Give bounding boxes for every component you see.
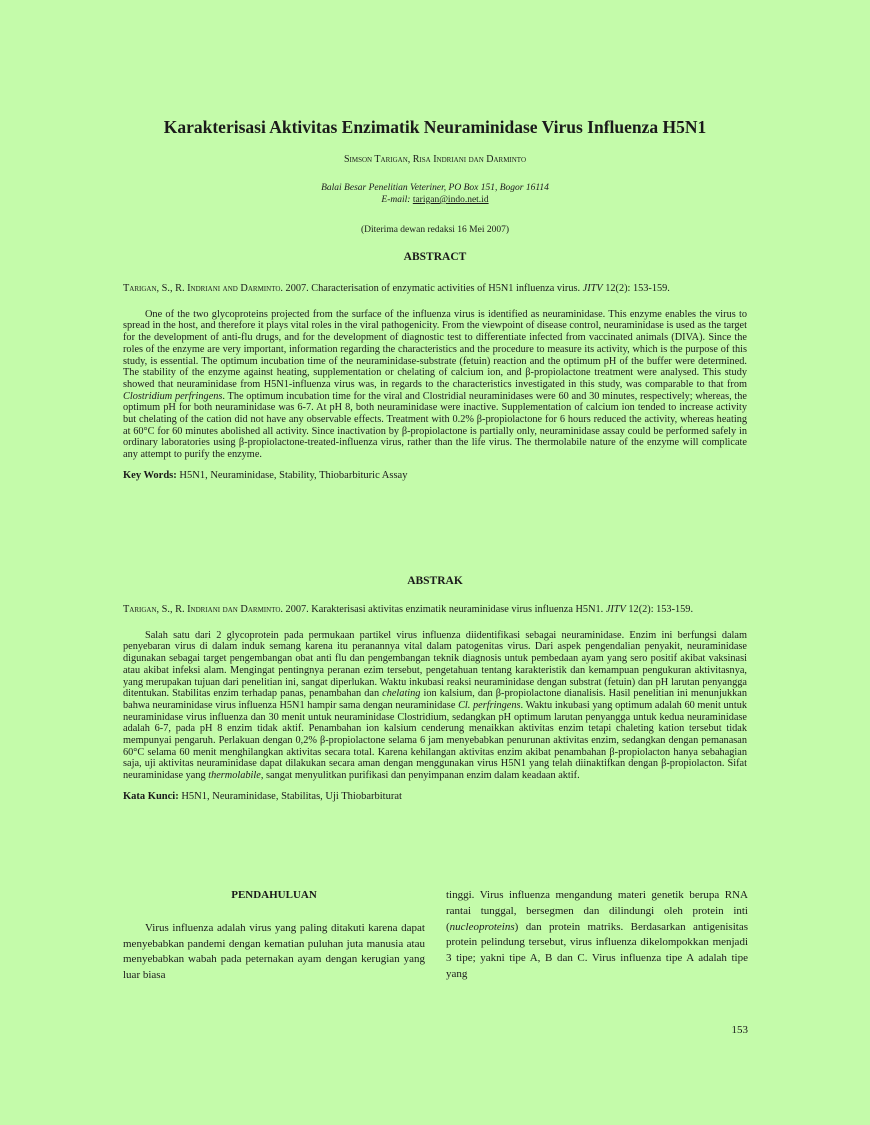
abstract-section xyxy=(123,283,747,482)
intro-paragraph: Virus influenza adalah virus yang paling ditakuti karena dapat menyebabkan pandemi dengan kematian puluhan juta manusia atau menyebabkan wabah pada peternakan ayam dengan kerugian yang luar biasa xyxy=(123,921,425,982)
kata-kunci-values: H5N1, Neuraminidase, Stabilitas, Uji Thiobarbiturat xyxy=(178,790,402,802)
citation-journal: JITV xyxy=(582,283,603,294)
intro-text: tinggi. Virus influenza mengandung materi genetik berupa RNA rantai tunggal, bersegmen dan dilindungi oleh protein inti ( xyxy=(446,889,748,933)
keywords-values: H5N1, Neuraminidase, Stability, Thiobarbituric Assay xyxy=(176,469,408,481)
abstrak-body xyxy=(123,630,747,782)
intro-italic: nucleoproteins xyxy=(449,920,515,933)
abstract-text: One of the two glycoproteins projected from the surface of the influenza virus is identified as neuraminidase. This enzyme enables the virus to spread in the host, and therefore it plays vital roles in the viral pathogenicity. From the viewpoint of disease control, neuraminidase is used as the target for the development of anti-flu drugs, and for the development of diagnostic test to differentiate infected from vaccinated animals (DIVA). Since the roles of the enzyme are very important, information regarding the characteristics and the procedure to measure its activity, which is the purpose of this study, is essential. The optimum incubation time of the neuraminidase-substrate (fetuin) reaction and the optimum pH of the buffer were determined. The stability of the enzyme against heating, supplementation or chelating of calcium ion, and β-propiolactone treatment were analysed. This study showed that neuraminidase from H5N1-influenza virus was, in regards to the characteristics investigated in this study, was comparable to that from xyxy=(123,308,747,390)
citation-authors: Tarigan, S., R. Indriani and Darminto. xyxy=(123,283,283,294)
intro-text: ) dan protein matriks. Berdasarkan antigenisitas protein pelindung tersebut, virus influenza dikelompokkan menjadi 3 tipe; yakni tipe A, B dan C. Virus influenza tipe A adalah tipe yang xyxy=(446,920,748,980)
abstract-heading: ABSTRACT xyxy=(403,251,467,263)
abstrak-species: Cl. perfringens xyxy=(458,699,521,711)
kata-kunci-label: Kata Kunci: xyxy=(123,790,179,802)
email-line xyxy=(0,194,870,206)
citation-text: 2007. Characterisation of enzymatic activities of H5N1 influenza virus. xyxy=(282,283,583,294)
abstract-text: . The optimum incubation time for the viral and Clostridial neuraminidases were 60 and 30 minutes, respectively; whereas, the optimum pH for both neuraminidase was 6-7. At pH 8, both neuraminidase were inactive. Supplementation of calcium ion tended to increase activity but chelating of the cation did not have any observable effects. Treatment with 0.2% β-propiolactone for 6 hours reduced the activity, whereas heating at 60°C for 60 minutes abolished all activity. Since inactivation by β-propiolactone is partially only, neuraminidase assay could be performed safely in ordinary laboratories using β-propiolactone-treated-influenza virus, rather than the life virus. The thermolabile nature of the enzyme will complicate any attempt to purify the enzyme. xyxy=(123,390,747,461)
abstrak-text: . Waktu inkubasi yang optimum adalah 60 menit untuk neuraminidase virus influenza dan 30 menit untuk neuraminidase Clostridium, sedangkan pH optimum larutan penyangga untuk kedua neuraminidase adalah 6-7, pada pH 8 enzim tidak aktif. Penambahan ion kalsium cenderung menaikkan aktivitas enzim tetapi chaleting kation tersebut tidak mempunyai pengaruh. Perlakuan dengan 0,2% β-propiolactone selama 6 jam menyebabkan penurunan aktivitas enzim, sedangkan dengan pemanasan 60°C selama 60 menit menghilangkan aktivitas secara total. Karena kehilangan aktivitas enzim akibat penambahan β-propiolacton hanya sebahagian saja, uji aktivitas neuraminidase dapat dilakukan secara aman dengan menggunakan virus H5N1 yang telah diinaktifkan dengan β-propiolacton. Sifat neuraminidase yang xyxy=(123,699,747,782)
citation-volume: 12(2): 153-159. xyxy=(625,604,694,615)
citation-text: 2007. Karakterisasi aktivitas enzimatik neuraminidase virus influenza H5N1. xyxy=(282,604,606,615)
affiliation-address: Balai Besar Penelitian Veteriner, PO Box 151, Bogor 16114 xyxy=(321,183,549,193)
abstrak-heading: ABSTRAK xyxy=(407,575,463,587)
abstrak-text: Salah satu dari 2 glycoprotein pada permukaan partikel virus influenza diidentifikasi sebagai neuraminidase. Enzim ini berfungsi dalam penyebaran virus di dalam induk semang karena itu peranannya vital dalam patogenitas virus. Dari aspek pengendalian penyakit, neuraminidase digunakan sebagai target pengembangan obat anti flu dan pengembangan teknik diagnosis untuk pembedaan ayam yang sero positif akibat vaksinasi atau akibat infeksi alam. Mengingat pentingnya peranan ezim tersebut, pengetahuan tentang karakteristik dan kemampuan pengukuran aktivitasnya, yang merupakan tujuan dari penelitian ini, sangat diperlukan. Waktu inkubasi reaksi neuraminidase dengan substrat (fetuin) dan pH larutan penyangga ditentukan. Stabilitas enzim terhadap panas, penambahan dan xyxy=(123,629,747,700)
abstrak-italic: thermolabile xyxy=(208,770,261,782)
received-note: (Diterima dewan redaksi 16 Mei 2007) xyxy=(361,225,509,235)
keywords-label: Key Words: xyxy=(123,469,177,481)
email-link[interactable]: tarigan@indo.net.id xyxy=(412,195,489,205)
abstract-citation xyxy=(123,283,747,295)
citation-journal: JITV xyxy=(605,604,626,615)
affiliation xyxy=(0,182,870,206)
abstract-body xyxy=(123,309,747,461)
intro-heading: PENDAHULUAN xyxy=(231,889,317,901)
author-list: Simson Tarigan, Risa Indriani dan Darminto xyxy=(343,154,527,165)
paper-title: Karakterisasi Aktivitas Enzimatik Neuraminidase Virus Influenza H5N1 xyxy=(163,117,707,137)
citation-authors: Tarigan, S., R. Indriani dan Darminto. xyxy=(123,604,283,615)
abstrak-section xyxy=(123,604,747,803)
kata-kunci-line xyxy=(123,791,747,803)
citation-volume: 12(2): 153-159. xyxy=(602,283,670,294)
intro-left-column xyxy=(123,888,425,984)
abstrak-text: , sangat menyulitkan purifikasi dan penyimpanan enzim dalam keadaan aktif. xyxy=(260,770,580,782)
intro-paragraph-continued xyxy=(446,888,748,983)
abstrak-text: ion kalsium, dan β-propiolactone dianalisis. Hasil penelitian ini menunjukkan bahwa neuraminidase virus influenza H5N1 hampir sama dengan neuraminidase xyxy=(123,688,747,711)
email-label: E-mail: xyxy=(381,195,413,205)
abstract-species: Clostridium perfringens xyxy=(123,390,223,402)
page-number: 153 xyxy=(731,1024,748,1036)
abstrak-italic: chelating xyxy=(382,688,421,700)
keywords-line xyxy=(123,470,747,482)
abstrak-citation xyxy=(123,604,747,616)
intro-right-column xyxy=(446,888,748,983)
